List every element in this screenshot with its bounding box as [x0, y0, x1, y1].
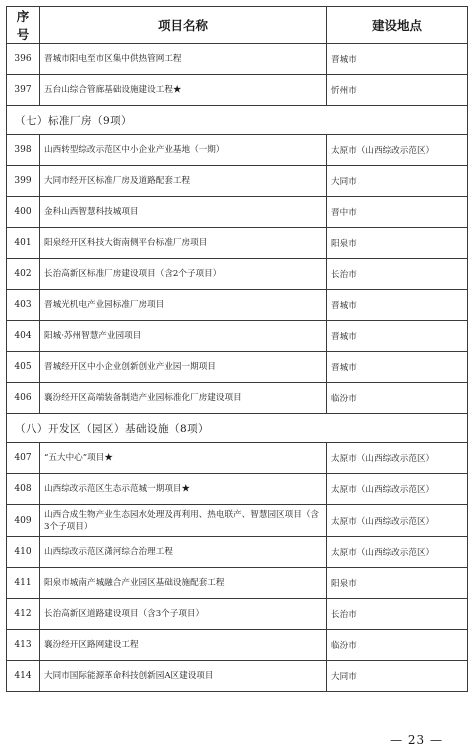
- table-row: [7, 166, 468, 197]
- table-row: [7, 352, 468, 383]
- serial-number-cell: 402: [7, 259, 40, 290]
- section-heading: （七）标准厂房（9项）: [7, 106, 468, 135]
- serial-number-cell: 413: [7, 630, 40, 661]
- serial-number-cell: 410: [7, 537, 40, 568]
- location-cell: 大同市: [327, 661, 468, 692]
- project-name-cell: 阳泉经开区科技大街南侧平台标准厂房项目: [40, 228, 327, 259]
- project-name-cell: 山西综改示范区生态示范城一期项目★: [40, 474, 327, 505]
- serial-number-cell: 412: [7, 599, 40, 630]
- location-cell: 阳泉市: [327, 228, 468, 259]
- serial-number-cell: 396: [7, 44, 40, 75]
- table-row: [7, 259, 468, 290]
- project-name-cell: 长治高新区道路建设项目（含3个子项目）: [40, 599, 327, 630]
- project-name-cell: 金科山西智慧科技城项目: [40, 197, 327, 228]
- location-cell: 太原市（山西综改示范区）: [327, 443, 468, 474]
- location-cell: 太原市（山西综改示范区）: [327, 537, 468, 568]
- table-header-row: [7, 7, 468, 44]
- location-cell: 晋中市: [327, 197, 468, 228]
- table-row: [7, 290, 468, 321]
- table-row: [7, 197, 468, 228]
- table-row: [7, 75, 468, 106]
- serial-number-cell: 411: [7, 568, 40, 599]
- table-row: [7, 537, 468, 568]
- serial-number-cell: 407: [7, 443, 40, 474]
- table-row: [7, 135, 468, 166]
- location-cell: 太原市（山西综改示范区）: [327, 135, 468, 166]
- project-name-cell: 山西综改示范区潇河综合治理工程: [40, 537, 327, 568]
- location-cell: 晋城市: [327, 352, 468, 383]
- location-cell: 晋城市: [327, 44, 468, 75]
- serial-number-cell: 408: [7, 474, 40, 505]
- project-name-cell: 阳泉市城南产城融合产业园区基础设施配套工程: [40, 568, 327, 599]
- location-cell: 大同市: [327, 166, 468, 197]
- header-serial-number: 序号: [7, 7, 40, 44]
- serial-number-cell: 400: [7, 197, 40, 228]
- header-location: 建设地点: [327, 7, 468, 44]
- serial-number-cell: 398: [7, 135, 40, 166]
- table-row: [7, 383, 468, 414]
- table-row: [7, 228, 468, 259]
- table-row: [7, 443, 468, 474]
- table-row: [7, 599, 468, 630]
- table-row: [7, 474, 468, 505]
- location-cell: 长治市: [327, 599, 468, 630]
- location-cell: 晋城市: [327, 290, 468, 321]
- location-cell: 临汾市: [327, 630, 468, 661]
- project-name-cell: 襄汾经开区路网建设工程: [40, 630, 327, 661]
- project-name-cell: 山西合成生物产业生态园水处理及再利用、热电联产、智慧园区项目（含3个子项目）: [40, 505, 327, 537]
- project-name-cell: 山西转型综改示范区中小企业产业基地（一期）: [40, 135, 327, 166]
- project-name-cell: 晋城市阳电至市区集中供热管网工程: [40, 44, 327, 75]
- location-cell: 太原市（山西综改示范区）: [327, 474, 468, 505]
- location-cell: 长治市: [327, 259, 468, 290]
- page-number: — 23 —: [390, 733, 443, 747]
- project-name-cell: 晋城光机电产业园标准厂房项目: [40, 290, 327, 321]
- project-name-cell: 大同市经开区标准厂房及道路配套工程: [40, 166, 327, 197]
- location-cell: 晋城市: [327, 321, 468, 352]
- project-name-cell: 五台山综合管廊基础设施建设工程★: [40, 75, 327, 106]
- location-cell: 阳泉市: [327, 568, 468, 599]
- location-cell: 忻州市: [327, 75, 468, 106]
- project-table: [6, 6, 468, 692]
- table-body: [7, 44, 468, 692]
- serial-number-cell: 401: [7, 228, 40, 259]
- table-row: [7, 321, 468, 352]
- table-row: [7, 44, 468, 75]
- serial-number-cell: 406: [7, 383, 40, 414]
- project-name-cell: 长治高新区标准厂房建设项目（含2个子项目）: [40, 259, 327, 290]
- section-heading-row: [7, 414, 468, 443]
- project-name-cell: 阳城·苏州智慧产业园项目: [40, 321, 327, 352]
- table-row: [7, 505, 468, 537]
- location-cell: 太原市（山西综改示范区）: [327, 505, 468, 537]
- serial-number-cell: 404: [7, 321, 40, 352]
- serial-number-cell: 403: [7, 290, 40, 321]
- serial-number-cell: 405: [7, 352, 40, 383]
- location-cell: 临汾市: [327, 383, 468, 414]
- table-row: [7, 630, 468, 661]
- project-name-cell: “五大中心”项目★: [40, 443, 327, 474]
- project-name-cell: 大同市国际能源革命科技创新园A区建设项目: [40, 661, 327, 692]
- serial-number-cell: 399: [7, 166, 40, 197]
- serial-number-cell: 409: [7, 505, 40, 537]
- serial-number-cell: 414: [7, 661, 40, 692]
- header-project-name: 项目名称: [40, 7, 327, 44]
- table-row: [7, 661, 468, 692]
- project-name-cell: 晋城经开区中小企业创新创业产业园一期项目: [40, 352, 327, 383]
- section-heading-row: [7, 106, 468, 135]
- table-row: [7, 568, 468, 599]
- serial-number-cell: 397: [7, 75, 40, 106]
- section-heading: （八）开发区（园区）基础设施（8项）: [7, 414, 468, 443]
- project-name-cell: 襄汾经开区高端装备制造产业园标准化厂房建设项目: [40, 383, 327, 414]
